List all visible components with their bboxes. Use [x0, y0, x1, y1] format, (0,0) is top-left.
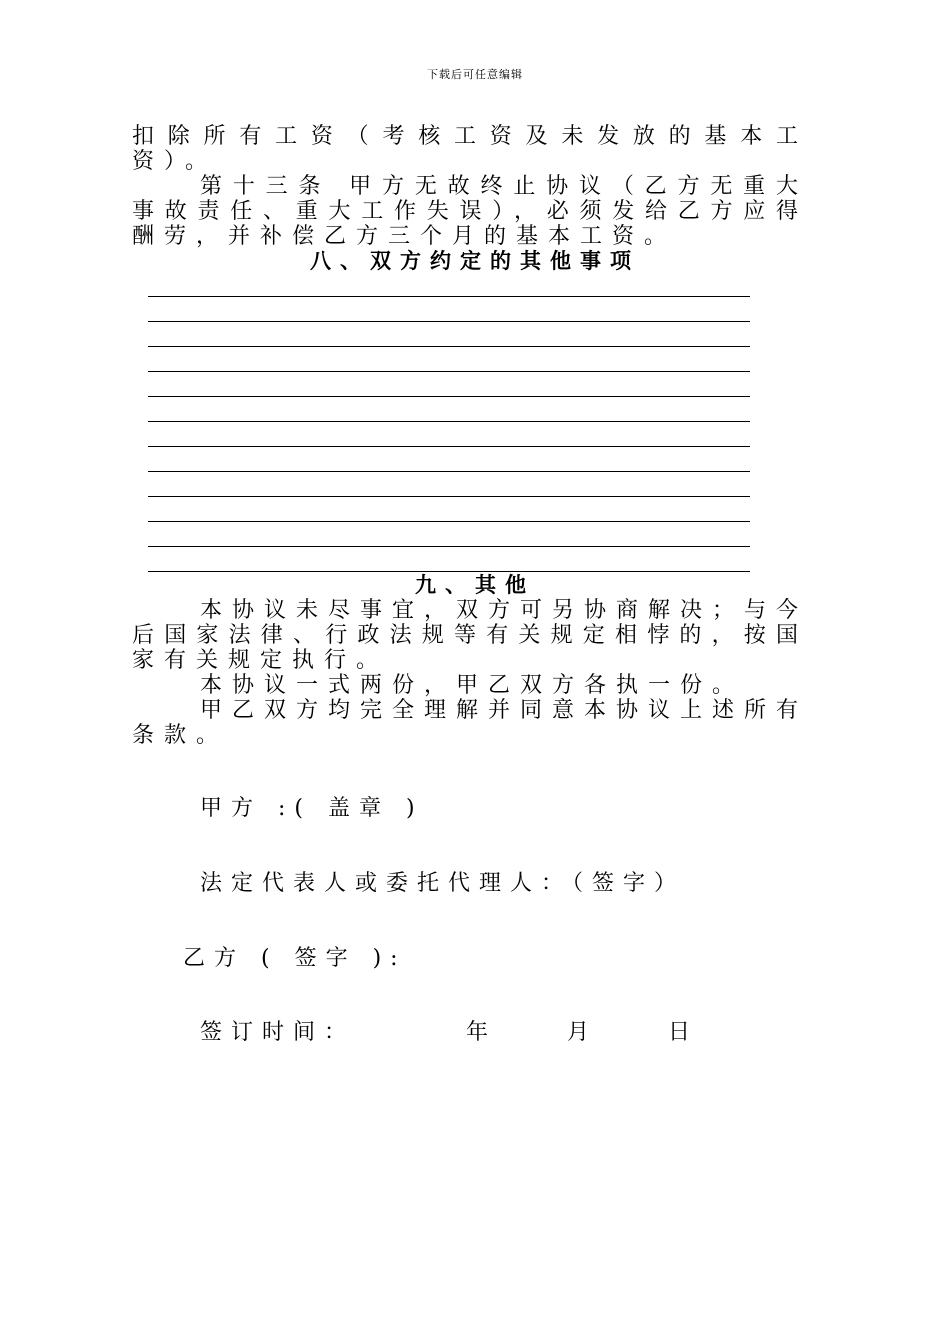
article-13-paragraph: 第十三条 甲方无故终止协议（乙方无重大事故责任、重大工作失误），必须发给乙方应得酬劳，并补偿乙方三个月的基本工资。: [132, 174, 808, 249]
blank-line: [148, 521, 750, 522]
blank-line: [148, 571, 750, 572]
body-paragraph-wage-deduction: 扣除所有工资（考核工资及未发放的基本工资）。: [132, 124, 808, 174]
section-9-paragraph-3: 甲乙双方均完全理解并同意本协议上述所有条款。: [132, 698, 809, 748]
page-header: 下载后可任意编辑: [427, 68, 523, 81]
section-8-title: 八、双方约定的其他事项: [310, 249, 640, 273]
section-9-paragraph-1: 本协议未尽事宜，双方可另协商解决；与今后国家法律、行政法规等有关规定相悖的，按国家有关规定执行。: [132, 598, 809, 673]
blank-line: [148, 396, 750, 397]
blank-line: [148, 546, 750, 547]
blank-line: [148, 321, 750, 322]
blank-line: [148, 446, 750, 447]
day-label: 日: [668, 1020, 700, 1045]
year-label: 年: [466, 1020, 498, 1045]
blank-line: [148, 421, 750, 422]
signing-date-label: 签订时间：: [200, 1020, 356, 1045]
blank-line: [148, 371, 750, 372]
month-label: 月: [567, 1020, 599, 1045]
section-9-title: 九、其他: [415, 573, 535, 597]
blank-line: [148, 346, 750, 347]
representative-signature-line: 法定代表人或委托代理人：（签字）: [200, 871, 686, 896]
party-b-signature-line: 乙方 ( 签字 ):: [183, 946, 407, 971]
blank-line: [148, 296, 750, 297]
blank-line: [148, 471, 750, 472]
party-a-seal-line: 甲方 :( 盖章 ): [200, 796, 424, 821]
section-9-paragraph-2: 本协议一式两份，甲乙双方各执一份。: [200, 673, 745, 698]
blank-line: [148, 496, 750, 497]
